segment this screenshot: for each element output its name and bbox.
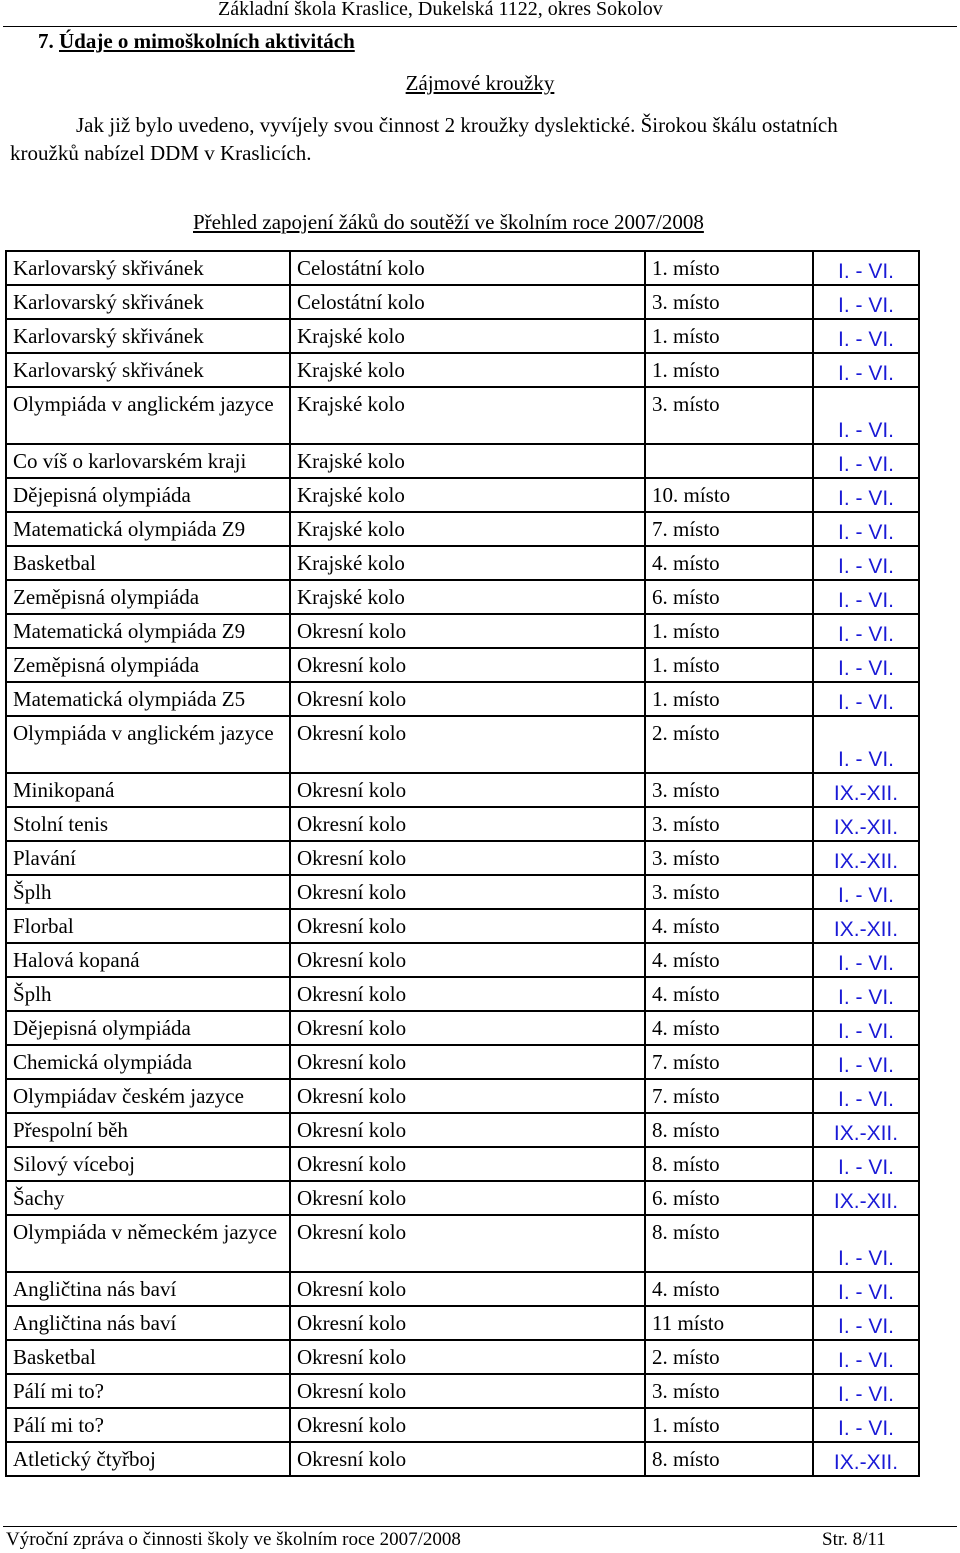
round-cell: Krajské kolo <box>290 580 645 614</box>
place-cell: 7. místo <box>645 1079 813 1113</box>
grade-cell: IX.-XII. <box>813 841 919 875</box>
place-cell: 1. místo <box>645 319 813 353</box>
table-row <box>6 682 919 716</box>
paragraph-line-1: Jak již bylo uvedeno, vyvíjely svou činnost 2 kroužky dyslektické. Širokou škálu ostatních <box>76 113 838 137</box>
round-cell: Okresní kolo <box>290 1340 645 1374</box>
table-row <box>6 580 919 614</box>
round-cell: Okresní kolo <box>290 977 645 1011</box>
place-cell: 10. místo <box>645 478 813 512</box>
place-cell: 1. místo <box>645 251 813 285</box>
place-cell: 3. místo <box>645 387 813 444</box>
subheading: Zájmové kroužky <box>405 71 555 95</box>
table-row <box>6 1079 919 1113</box>
competition-cell: Olympiádav českém jazyce <box>6 1079 290 1113</box>
table-row <box>6 1147 919 1181</box>
place-cell: 3. místo <box>645 1374 813 1408</box>
round-cell: Okresní kolo <box>290 1442 645 1476</box>
competition-cell: Olympiáda v anglickém jazyce <box>6 387 290 444</box>
table-row <box>6 943 919 977</box>
round-cell: Celostátní kolo <box>290 285 645 319</box>
round-cell: Okresní kolo <box>290 682 645 716</box>
competition-cell: Basketbal <box>6 1340 290 1374</box>
grade-cell: I. - VI. <box>813 943 919 977</box>
page-header: Základní škola Kraslice, Dukelská 1122, okres Sokolov <box>218 0 663 20</box>
section-number: 7. <box>38 29 54 53</box>
table-row <box>6 614 919 648</box>
grade-cell: I. - VI. <box>813 444 919 478</box>
grade-cell: I. - VI. <box>813 875 919 909</box>
table-row <box>6 1442 919 1476</box>
table-row <box>6 353 919 387</box>
grade-cell: I. - VI. <box>813 512 919 546</box>
competition-cell: Karlovarský skřivánek <box>6 285 290 319</box>
place-cell: 3. místo <box>645 875 813 909</box>
section-title: Údaje o mimoškolních aktivitách <box>59 29 355 53</box>
competition-cell: Dějepisná olympiáda <box>6 478 290 512</box>
grade-cell: I. - VI. <box>813 977 919 1011</box>
competition-table <box>5 250 920 1477</box>
round-cell: Okresní kolo <box>290 1147 645 1181</box>
round-cell: Okresní kolo <box>290 773 645 807</box>
table-row <box>6 1374 919 1408</box>
grade-cell: IX.-XII. <box>813 1113 919 1147</box>
competition-cell: Florbal <box>6 909 290 943</box>
table-row <box>6 1215 919 1272</box>
round-cell: Krajské kolo <box>290 478 645 512</box>
place-cell: 4. místo <box>645 546 813 580</box>
footer-divider <box>3 1526 957 1527</box>
grade-cell: I. - VI. <box>813 251 919 285</box>
place-cell <box>645 444 813 478</box>
competition-cell: Olympiáda v německém jazyce <box>6 1215 290 1272</box>
table-row <box>6 478 919 512</box>
competition-cell: Angličtina nás baví <box>6 1306 290 1340</box>
table-row <box>6 1272 919 1306</box>
place-cell: 4. místo <box>645 909 813 943</box>
grade-cell: I. - VI. <box>813 285 919 319</box>
competition-cell: Matematická olympiáda Z9 <box>6 614 290 648</box>
place-cell: 8. místo <box>645 1147 813 1181</box>
place-cell: 8. místo <box>645 1113 813 1147</box>
round-cell: Krajské kolo <box>290 319 645 353</box>
competition-table-body <box>6 251 919 1476</box>
grade-cell: I. - VI. <box>813 1340 919 1374</box>
place-cell: 7. místo <box>645 512 813 546</box>
competition-cell: Dějepisná olympiáda <box>6 1011 290 1045</box>
place-cell: 7. místo <box>645 1045 813 1079</box>
competition-cell: Zeměpisná olympiáda <box>6 580 290 614</box>
competition-cell: Šplh <box>6 875 290 909</box>
header-divider <box>3 26 957 27</box>
table-row <box>6 1113 919 1147</box>
place-cell: 3. místo <box>645 773 813 807</box>
round-cell: Okresní kolo <box>290 1374 645 1408</box>
competition-cell: Karlovarský skřivánek <box>6 353 290 387</box>
round-cell: Okresní kolo <box>290 614 645 648</box>
grade-cell: I. - VI. <box>813 614 919 648</box>
table-row <box>6 387 919 444</box>
grade-cell: IX.-XII. <box>813 807 919 841</box>
round-cell: Okresní kolo <box>290 943 645 977</box>
competition-cell: Plavání <box>6 841 290 875</box>
round-cell: Okresní kolo <box>290 807 645 841</box>
footer-title: Výroční zpráva o činnosti školy ve školním roce 2007/2008 <box>6 1529 461 1550</box>
round-cell: Krajské kolo <box>290 444 645 478</box>
round-cell: Okresní kolo <box>290 875 645 909</box>
table-row <box>6 1011 919 1045</box>
competition-cell: Silový víceboj <box>6 1147 290 1181</box>
table-row <box>6 546 919 580</box>
page-number: Str. 8/11 <box>822 1529 886 1550</box>
table-title: Přehled zapojení žáků do soutěží ve školním roce 2007/2008 <box>193 210 704 234</box>
grade-cell: IX.-XII. <box>813 1181 919 1215</box>
round-cell: Okresní kolo <box>290 909 645 943</box>
round-cell: Okresní kolo <box>290 1011 645 1045</box>
place-cell: 4. místo <box>645 943 813 977</box>
grade-cell: IX.-XII. <box>813 773 919 807</box>
table-row <box>6 716 919 773</box>
table-row <box>6 1340 919 1374</box>
table-row <box>6 841 919 875</box>
round-cell: Okresní kolo <box>290 1113 645 1147</box>
round-cell: Okresní kolo <box>290 1408 645 1442</box>
grade-cell: I. - VI. <box>813 580 919 614</box>
round-cell: Okresní kolo <box>290 1215 645 1272</box>
grade-cell: I. - VI. <box>813 716 919 773</box>
round-cell: Celostátní kolo <box>290 251 645 285</box>
competition-cell: Co víš o karlovarském kraji <box>6 444 290 478</box>
competition-cell: Pálí mi to? <box>6 1408 290 1442</box>
competition-cell: Chemická olympiáda <box>6 1045 290 1079</box>
grade-cell: I. - VI. <box>813 1408 919 1442</box>
place-cell: 4. místo <box>645 1272 813 1306</box>
competition-cell: Pálí mi to? <box>6 1374 290 1408</box>
competition-cell: Šplh <box>6 977 290 1011</box>
round-cell: Krajské kolo <box>290 387 645 444</box>
section-heading <box>38 29 355 54</box>
place-cell: 11 místo <box>645 1306 813 1340</box>
round-cell: Okresní kolo <box>290 1272 645 1306</box>
place-cell: 4. místo <box>645 1011 813 1045</box>
grade-cell: I. - VI. <box>813 1306 919 1340</box>
round-cell: Okresní kolo <box>290 1306 645 1340</box>
table-row <box>6 319 919 353</box>
grade-cell: I. - VI. <box>813 478 919 512</box>
grade-cell: I. - VI. <box>813 319 919 353</box>
place-cell: 1. místo <box>645 648 813 682</box>
grade-cell: I. - VI. <box>813 353 919 387</box>
round-cell: Okresní kolo <box>290 1045 645 1079</box>
place-cell: 1. místo <box>645 682 813 716</box>
place-cell: 8. místo <box>645 1215 813 1272</box>
place-cell: 8. místo <box>645 1442 813 1476</box>
grade-cell: I. - VI. <box>813 682 919 716</box>
table-row <box>6 977 919 1011</box>
place-cell: 4. místo <box>645 977 813 1011</box>
grade-cell: IX.-XII. <box>813 909 919 943</box>
competition-cell: Basketbal <box>6 546 290 580</box>
round-cell: Okresní kolo <box>290 716 645 773</box>
table-row <box>6 909 919 943</box>
table-row <box>6 1181 919 1215</box>
table-row <box>6 1306 919 1340</box>
competition-cell: Angličtina nás baví <box>6 1272 290 1306</box>
table-row <box>6 1408 919 1442</box>
grade-cell: I. - VI. <box>813 546 919 580</box>
grade-cell: I. - VI. <box>813 1374 919 1408</box>
competition-cell: Matematická olympiáda Z9 <box>6 512 290 546</box>
table-row <box>6 875 919 909</box>
table-row <box>6 285 919 319</box>
competition-cell: Stolní tenis <box>6 807 290 841</box>
grade-cell: IX.-XII. <box>813 1442 919 1476</box>
grade-cell: I. - VI. <box>813 1272 919 1306</box>
round-cell: Krajské kolo <box>290 353 645 387</box>
grade-cell: I. - VI. <box>813 1079 919 1113</box>
competition-cell: Olympiáda v anglickém jazyce <box>6 716 290 773</box>
competition-cell: Atletický čtyřboj <box>6 1442 290 1476</box>
place-cell: 3. místo <box>645 285 813 319</box>
competition-cell: Minikopaná <box>6 773 290 807</box>
table-row <box>6 512 919 546</box>
grade-cell: I. - VI. <box>813 1147 919 1181</box>
round-cell: Okresní kolo <box>290 841 645 875</box>
place-cell: 6. místo <box>645 1181 813 1215</box>
competition-cell: Přespolní běh <box>6 1113 290 1147</box>
table-row <box>6 251 919 285</box>
place-cell: 1. místo <box>645 614 813 648</box>
competition-cell: Šachy <box>6 1181 290 1215</box>
competition-cell: Karlovarský skřivánek <box>6 251 290 285</box>
table-row <box>6 773 919 807</box>
table-row <box>6 807 919 841</box>
place-cell: 6. místo <box>645 580 813 614</box>
grade-cell: I. - VI. <box>813 1045 919 1079</box>
competition-cell: Halová kopaná <box>6 943 290 977</box>
table-row <box>6 1045 919 1079</box>
place-cell: 1. místo <box>645 353 813 387</box>
round-cell: Krajské kolo <box>290 546 645 580</box>
competition-cell: Zeměpisná olympiáda <box>6 648 290 682</box>
round-cell: Krajské kolo <box>290 512 645 546</box>
grade-cell: I. - VI. <box>813 387 919 444</box>
grade-cell: I. - VI. <box>813 1011 919 1045</box>
place-cell: 3. místo <box>645 807 813 841</box>
place-cell: 2. místo <box>645 1340 813 1374</box>
round-cell: Okresní kolo <box>290 1181 645 1215</box>
place-cell: 3. místo <box>645 841 813 875</box>
competition-cell: Karlovarský skřivánek <box>6 319 290 353</box>
paragraph-line-2: kroužků nabízel DDM v Kraslicích. <box>10 141 312 165</box>
grade-cell: I. - VI. <box>813 648 919 682</box>
competition-cell: Matematická olympiáda Z5 <box>6 682 290 716</box>
grade-cell: I. - VI. <box>813 1215 919 1272</box>
round-cell: Okresní kolo <box>290 648 645 682</box>
round-cell: Okresní kolo <box>290 1079 645 1113</box>
table-row <box>6 444 919 478</box>
place-cell: 1. místo <box>645 1408 813 1442</box>
table-row <box>6 648 919 682</box>
place-cell: 2. místo <box>645 716 813 773</box>
